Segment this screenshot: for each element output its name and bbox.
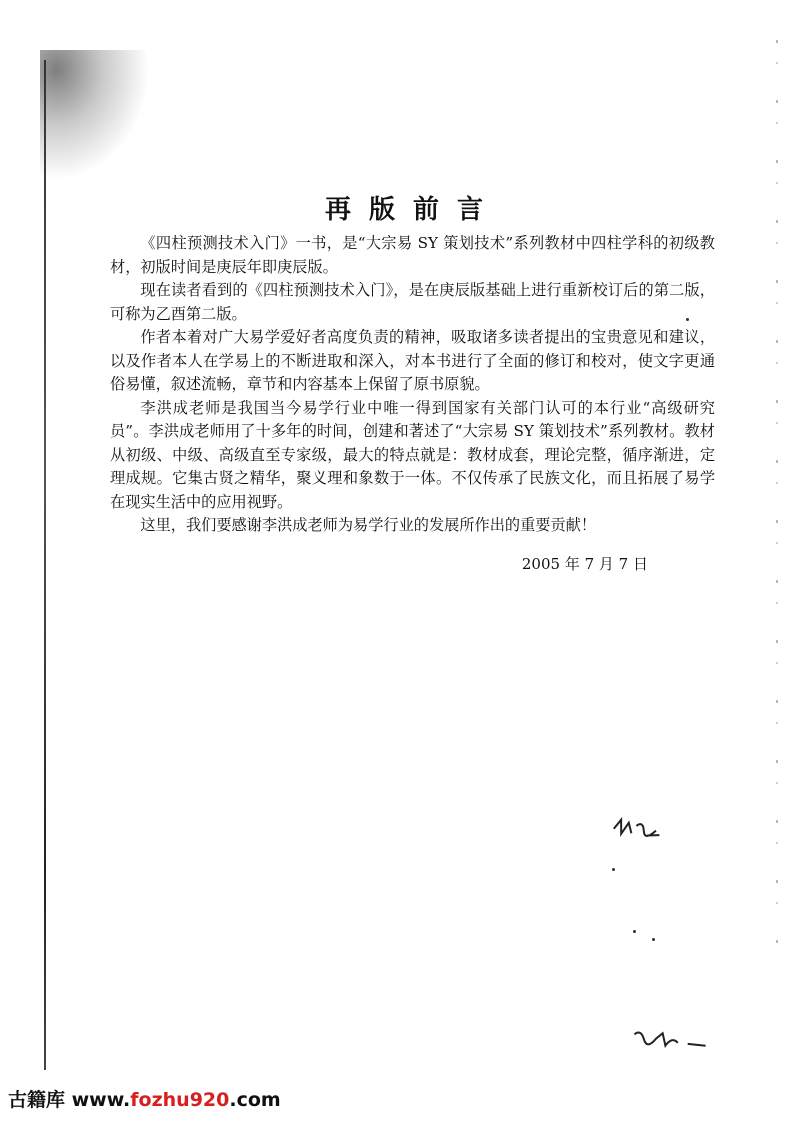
scan-edge-marks	[776, 40, 778, 960]
watermark-highlight: fozhu920	[130, 1089, 230, 1111]
handwritten-mark	[631, 1026, 708, 1054]
watermark-suffix: .com	[229, 1089, 281, 1111]
paragraph: 作者本着对广大易学爱好者高度负责的精神，吸取诸多读者提出的宝贵意见和建议，以及作者本人在学易上的不断进取和深入，对本书进行了全面的修订和校对，使文字更通俗易懂，叙述流畅，章节和内容基本上保留了原书原貌。	[110, 328, 715, 393]
site-watermark	[8, 1086, 287, 1114]
date-line: 2005 年 7 月 7 日	[521, 555, 648, 573]
paragraph: 李洪成老师是我国当今易学行业中唯一得到国家有关部门认可的本行业“高级研究员”。李洪成老师用了十多年的时间，创建和著述了“大宗易 SY 策划技术”系列教材。教材从初级、中级、高级直至专家级，最大的特点就是：教材成套，理论完整，循序渐进，定理成规。它集古贤之精华，聚义理和象数于一体。不仅传承了民族文化，而且拓展了易学在现实生活中的应用视野。	[110, 398, 715, 511]
page-title: 再版前言	[324, 195, 501, 226]
paragraph: 现在读者看到的《四柱预测技术入门》，是在庚辰版基础上进行重新校订后的第二版，可称为乙酉第二版。	[110, 281, 715, 323]
handwritten-mark	[611, 815, 664, 844]
scan-speck	[633, 930, 636, 933]
scan-smudge	[40, 50, 150, 180]
scan-speck	[652, 938, 655, 941]
paragraph: 《四柱预测技术入门》一书，是“大宗易 SY 策划技术”系列教材中四柱学科的初级教材，初版时间是庚辰年即庚辰版。	[110, 234, 715, 276]
scan-speck	[612, 868, 615, 871]
watermark-prefix: 古籍库 www.	[8, 1089, 131, 1111]
paragraph: 这里，我们要感谢李洪成老师为易学行业的发展所作出的重要贡献！	[140, 516, 597, 534]
preface-body	[110, 232, 715, 538]
